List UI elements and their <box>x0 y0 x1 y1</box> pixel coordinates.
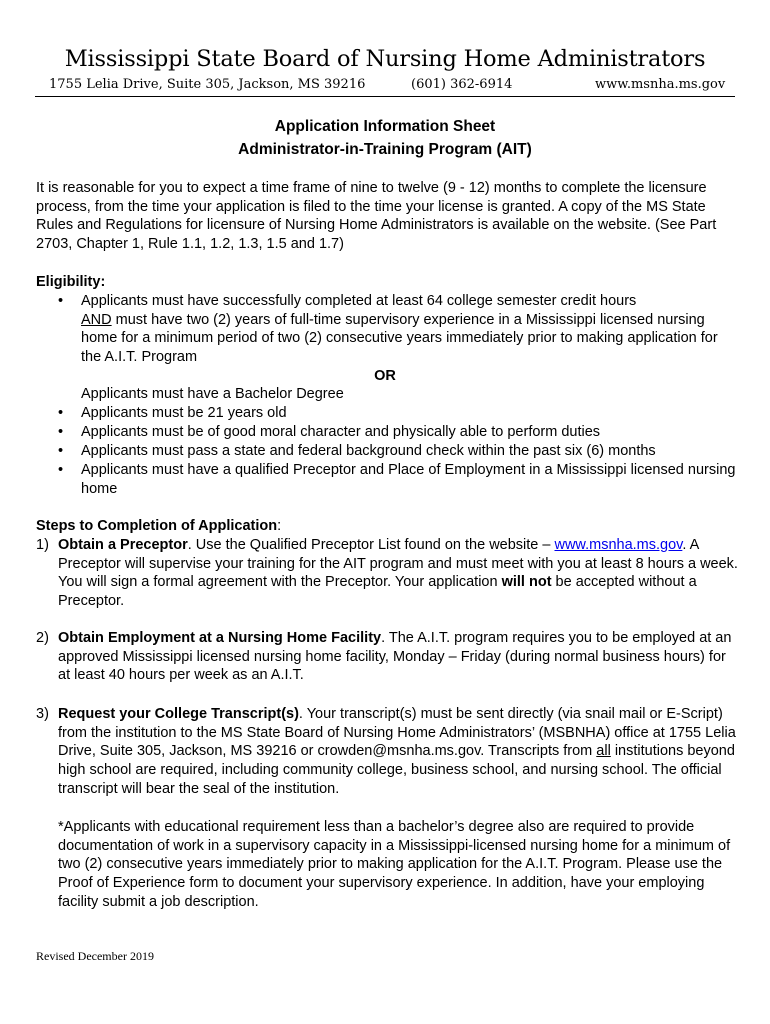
board-address: 1755 Lelia Drive, Suite 305, Jackson, MS 39216 <box>49 77 366 92</box>
bullet-icon: • <box>58 424 64 440</box>
step-number: 2) <box>36 630 49 646</box>
step-1: Obtain a Preceptor. Use the Qualified Preceptor List found on the website – www.msnha.ms.gov. A Preceptor will supervise your training for the AIT program and must meet with you at least 8 hours a week. You will sign a formal agreement with the Preceptor. Your application will not be accepted without a Preceptor. <box>58 537 738 610</box>
program-title: Administrator-in-Training Program (AIT) <box>238 141 532 158</box>
bullet-icon: • <box>58 405 64 421</box>
board-phone: (601) 362-6914 <box>411 77 513 92</box>
website-link[interactable]: www.msnha.ms.gov <box>554 537 683 553</box>
eligibility-item: Applicants must pass a state and federal background check within the past six (6) months <box>81 443 656 459</box>
eligibility-heading: Eligibility: <box>36 274 106 290</box>
eligibility-item: Applicants must be 21 years old <box>81 405 287 421</box>
sheet-title: Application Information Sheet <box>274 118 496 135</box>
step-number: 3) <box>36 706 49 722</box>
eligibility-item: Applicants must be of good moral character and physically able to perform duties <box>81 424 601 440</box>
letterhead-divider <box>35 96 735 97</box>
eligibility-item: Applicants must have a qualified Preceptor and Place of Employment in a Mississippi licensed nursing home <box>81 462 736 497</box>
bullet-icon: • <box>58 462 64 478</box>
bullet-icon: • <box>58 443 64 459</box>
eligibility-item: Applicants must have successfully completed at least 64 college semester credit hours AND must have two (2) years of full-time supervisory experience in a Mississippi licensed nursing home for a minimum period of two (2) consecutive years immediately prior to making application for the A.I.T. Program <box>81 293 718 366</box>
eligibility-alternative: Applicants must have a Bachelor Degree <box>81 386 344 402</box>
or-separator: OR <box>374 368 396 384</box>
step-number: 1) <box>36 537 49 553</box>
board-title: Mississippi State Board of Nursing Home Administrators <box>64 46 706 72</box>
supervisory-note: *Applicants with educational requirement less than a bachelor’s degree also are required to provide documentation of work in a supervisory capacity in a Mississippi-licensed nursing home for a minimum of two (2) consecutive years immediately prior to making application for the A.I.T. Program. Please use the Proof of Experience form to document your supervisory experience. In addition, have your employing facility submit a job description. <box>58 819 731 910</box>
intro-paragraph: It is reasonable for you to expect a time frame of nine to twelve (9 - 12) months to complete the licensure process, from the time your application is filed to the time your license is granted. A copy of the MS State Rules and Regulations for licensure of Nursing Home Administrators is available on the website. (See Part 2703, Chapter 1, Rule 1.1, 1.2, 1.3, 1.5 and 1.7) <box>36 180 717 253</box>
board-website: www.msnha.ms.gov <box>595 77 726 92</box>
bullet-icon: • <box>58 293 64 309</box>
step-3: Request your College Transcript(s). Your transcript(s) must be sent directly (via snail mail or E-Script) from the institution to the MS State Board of Nursing Home Administrators’ (MSBNHA) office at 1755 Lelia Drive, Suite 305, Jackson, MS 39216 or crowden@msnha.ms.gov. Transcripts from all institutions beyond high school are required, including community college, business school, and nursing school. The official transcript will bear the seal of the institution. <box>58 706 736 797</box>
steps-heading: Steps to Completion of Application: <box>36 518 282 534</box>
revision-date: Revised December 2019 <box>36 949 154 963</box>
step-2: Obtain Employment at a Nursing Home Facility. The A.I.T. program requires you to be employed at an approved Mississippi licensed nursing home facility, Monday – Friday (during normal business hours) for at least 40 hours per week as an A.I.T. <box>58 630 732 684</box>
